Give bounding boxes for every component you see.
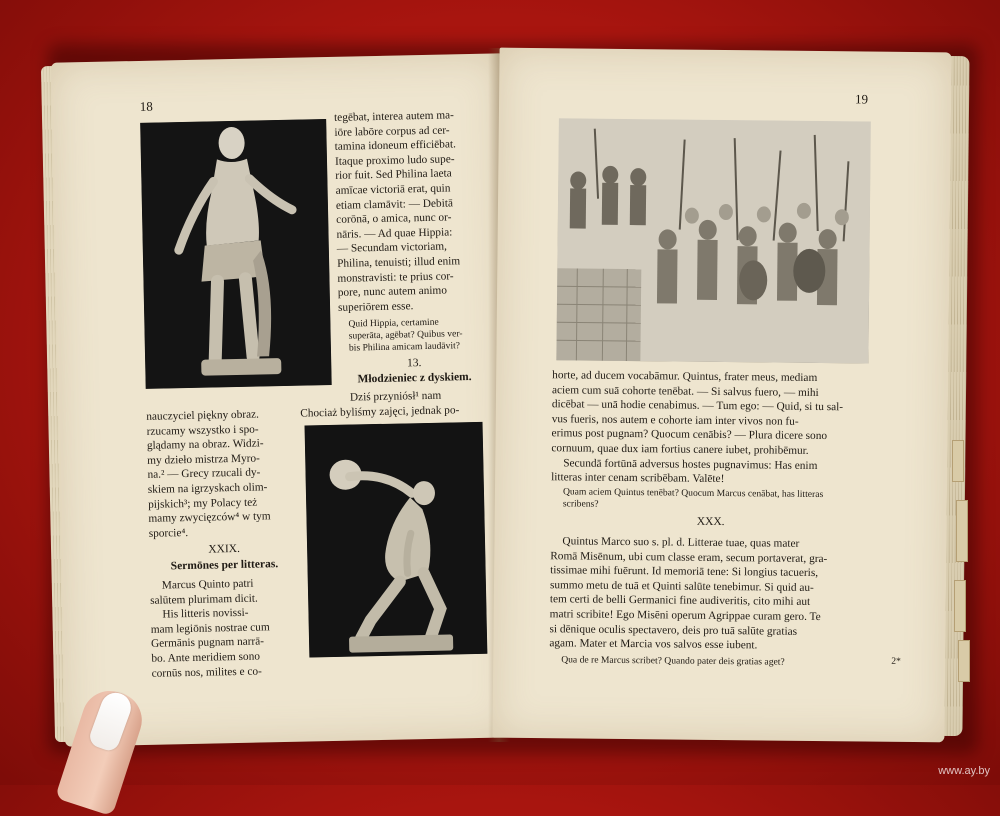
question-line: scribens? (562, 498, 599, 510)
text-line: tegēbat, interea autem ma- (333, 109, 455, 124)
text-line: Romā Misēnum, ubi cum classe eram, secum portaverat, gra- (550, 549, 828, 565)
left-page-questions (348, 316, 463, 354)
discobolus-illustration (305, 422, 488, 658)
lesson-intro (300, 388, 460, 421)
text-line: Dziś przyniósł¹ nam (349, 389, 442, 404)
text-line: sporcie⁴. (148, 526, 189, 540)
text-line: Quintus Marco suo s. pl. d. Litterae tuae, quas mater (562, 535, 800, 550)
text-line: Itaque proximo ludo supe- (334, 153, 455, 168)
text-line: corōnā, o amica, nunc or- (336, 211, 452, 227)
torn-page-tab (952, 440, 964, 482)
left-page (51, 53, 515, 746)
text-line: mam legiōnis nostrae cum (150, 621, 270, 636)
right-page-body-1 (551, 368, 843, 488)
text-line: skiem na igrzyskach olim- (147, 481, 268, 496)
lesson-number: 13. (406, 357, 422, 370)
text-line: Secundā fortūnā adversus hostes pugnavimus: Has enim (563, 456, 818, 472)
text-line: erimus post pugnam? Quocum cenābis? — Plura dicere sono (551, 427, 828, 443)
text-line: amīcae victoriā erat, quin (335, 182, 451, 197)
text-line: mamy zwycięzców⁴ w tym (148, 510, 271, 525)
left-page-column-top (334, 108, 461, 315)
text-line: matri scribite! Ego Misēni operum Agrippae curam gero. Te (549, 608, 821, 624)
text-line: cornuum, quae dux iam fortius canere iubet, prohibēmur. (551, 442, 809, 457)
torn-page-tab (954, 580, 966, 632)
text-line: na.² — Greсy rzucali dy- (147, 466, 261, 482)
text-line: nauczyciel piękny obraz. (146, 408, 260, 423)
question-line: Quam aciem Quintus tenēbat? Quocum Marcus cenābat, has litteras (562, 486, 824, 501)
left-page-column-left (146, 407, 271, 541)
text-line: Germānis pugnam narrā- (150, 635, 265, 651)
text-line: Chociaż byliśmy zajęci, jednak po- (300, 403, 460, 420)
text-line: tissimae mihi fuērunt. Id memoriā tene: Si longius tacueris, (550, 564, 819, 580)
page-number-left: 18 (139, 98, 153, 114)
text-line: si dēnique oculis spectavero, deis pro tuā salūte gratias (549, 622, 798, 638)
question-line: Qua de re Marcus scribet? Quando pater deis gratias aget? (561, 654, 785, 668)
text-line: Philina, tenuisti; illud enim (337, 255, 461, 270)
question-line: superāta, agēbat? Quibus ver- (348, 328, 463, 342)
text-line: — Secundam victoriam, (336, 240, 448, 256)
question-line: bis Philina amicam laudāvit? (348, 340, 461, 354)
text-line: my dzieło mistrza Myro- (147, 452, 260, 467)
text-line: rzucamy wszystko i spo- (146, 423, 259, 438)
text-line: pore, nunc autem animo (337, 284, 448, 299)
signature-mark: 2* (891, 655, 901, 667)
right-page (492, 48, 951, 743)
right-page-body-2 (549, 534, 827, 654)
text-line: litteras inter cenam scribēbam. Valēte! (551, 471, 725, 486)
roman-battle-illustration (556, 118, 871, 363)
text-line: rior fuit. Sed Philina laeta (335, 167, 452, 183)
statue-photo (140, 119, 332, 389)
text-line: bo. Ante meridiem sono (151, 650, 261, 665)
text-line: salūtem plurimam dicit. (150, 592, 258, 607)
text-line: superiōrem esse. (337, 299, 414, 314)
text-line: summo metu de tuā et Quinti salūte tenebimur. Si quid au- (549, 578, 814, 594)
section-number-xxx: XXX. (696, 515, 725, 529)
page-number-right: 19 (855, 91, 869, 107)
question-line: Quid Hippia, certamine (348, 316, 439, 330)
text-line: agam. Mater et Marcia vos salvos esse iubent. (549, 637, 758, 652)
torn-page-tab (958, 640, 970, 682)
text-line: cornūs nos, milites e co- (151, 665, 262, 680)
text-line: monstravisti: te prius cor- (337, 269, 454, 285)
text-line: pijskich³; my Polacy też (148, 496, 258, 511)
statue-illustration (140, 119, 332, 389)
battle-scene-drawing (556, 118, 871, 363)
watermark: www.ay.by (938, 765, 990, 777)
text-line: nāris. — Ad quae Hippia: (336, 226, 453, 241)
text-line: horte, ad ducem vocabāmur. Quintus, frater meus, mediam (552, 369, 818, 384)
right-page-questions-2 (561, 654, 785, 668)
section-title-xxix: Sermōnes per litteras. (170, 558, 279, 573)
text-line: glądamy na obraz. Widzi- (146, 437, 264, 453)
text-line: etiam clamāvit: — Debitā (335, 196, 454, 212)
text-line: aciem cum suā cohorte tenēbat. — Si salvus fuero, — mihi (551, 383, 819, 399)
text-line: iōre labōre corpus ad cer- (334, 124, 450, 139)
text-line: His litteris novissi- (162, 606, 249, 621)
text-line: tamina idoneum efficiēbat. (334, 138, 457, 154)
text-line: vus fueris, nos autem e cohorte iam inter vivos non fu- (551, 412, 799, 428)
text-line: dicēbat — unā hodie cenabimus. — Tum ego: — Quid, si tu sal- (551, 398, 844, 414)
text-line: Marcus Quinto patri (161, 577, 254, 592)
discobolus-photo (305, 422, 488, 658)
section-number-xxix: XXIX. (208, 542, 241, 556)
right-page-questions-1 (563, 486, 824, 513)
letter-text (150, 576, 271, 681)
torn-page-tab (956, 500, 968, 562)
text-line: tem certi de belli Germanici fine audiveritis, cito mihi aut (549, 593, 811, 609)
lesson-title: Młodzieniec z dyskiem. (357, 371, 472, 386)
